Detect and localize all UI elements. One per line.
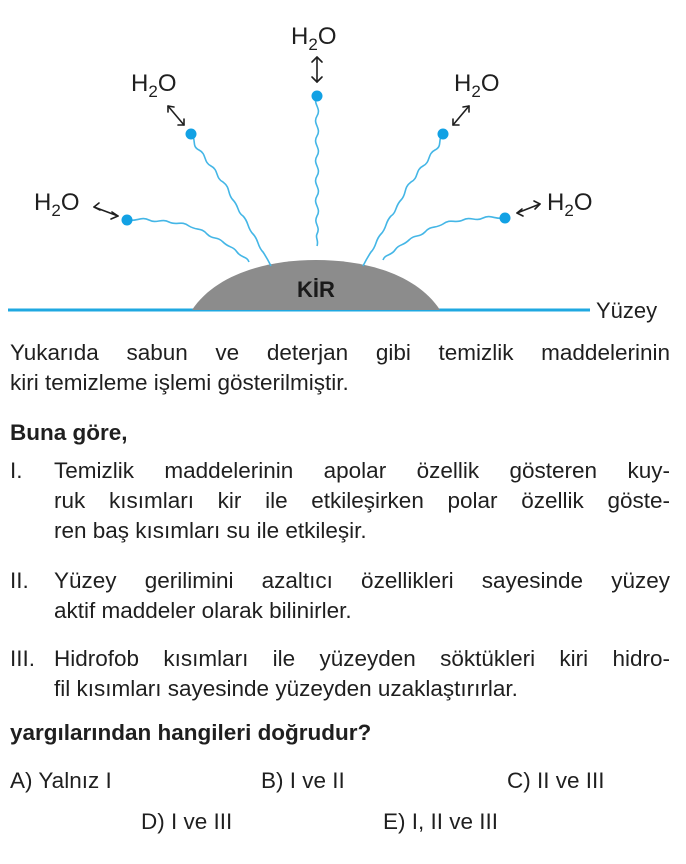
tail-upper-right [363, 134, 443, 266]
head-right [500, 213, 511, 224]
question-head: Buna göre, [10, 420, 128, 445]
water-label-upper-left: $H_2O$ [131, 70, 177, 101]
head-upper-right [438, 129, 449, 140]
arrow-center-icon [312, 57, 322, 82]
statement-line: ruk kısımları kir ile etkileşirken polar özellik göste- [54, 488, 670, 513]
statement-number: III. [10, 646, 36, 671]
intro-line: kiri temizleme işlemi gösterilmiştir. [10, 370, 349, 395]
head-center [312, 91, 323, 102]
tail-left [127, 219, 249, 262]
option-b[interactable]: B) I ve II [261, 768, 345, 793]
arrow-left-icon [94, 203, 118, 219]
statement-line: Temizlik maddelerinin apolar özellik gösteren kuy- [54, 458, 670, 483]
intro-line: Yukarıda sabun ve deterjan gibi temizlik maddelerinin [10, 340, 670, 365]
intro-paragraph [10, 338, 670, 398]
option-c[interactable]: C) II ve III [507, 768, 605, 793]
statement-line: fil kısımları sayesinde yüzeyden uzaklaştırırlar. [54, 676, 518, 701]
option-a[interactable]: A) Yalnız I [10, 768, 112, 793]
arrow-right-icon [517, 201, 540, 216]
water-label-center: $H_2O$ [291, 23, 337, 54]
head-upper-left [186, 129, 197, 140]
water-label-right: $H_2O$ [547, 189, 593, 220]
water-label-upper-right: $H_2O$ [454, 70, 500, 101]
statement-line: Hidrofob kısımları ile yüzeyden söktükleri kiri hidro- [54, 646, 670, 671]
question-tail: yargılarından hangileri doğrudur? [10, 720, 372, 745]
arrow-upper-left-icon [168, 106, 184, 125]
arrow-upper-right-icon [453, 106, 469, 125]
dirt-label: KİR [297, 277, 335, 302]
surface-label: Yüzey [596, 298, 658, 323]
statement-line: ren baş kısımları su ile etkileşir. [54, 518, 367, 543]
head-left [122, 215, 133, 226]
option-e[interactable]: E) I, II ve III [383, 809, 499, 834]
soap-action-diagram [0, 0, 686, 330]
statement-line: Yüzey gerilimini azaltıcı özellikleri sayesinde yüzey [54, 568, 670, 593]
tail-upper-left [191, 134, 271, 266]
option-d[interactable]: D) I ve III [141, 809, 233, 834]
tail-right [383, 217, 505, 260]
tail-center [316, 96, 319, 246]
statement-number: II. [10, 568, 29, 593]
statement-line: aktif maddeler olarak bilinirler. [54, 598, 352, 623]
statement-number: I. [10, 458, 23, 483]
water-label-left: $H_2O$ [34, 189, 80, 220]
